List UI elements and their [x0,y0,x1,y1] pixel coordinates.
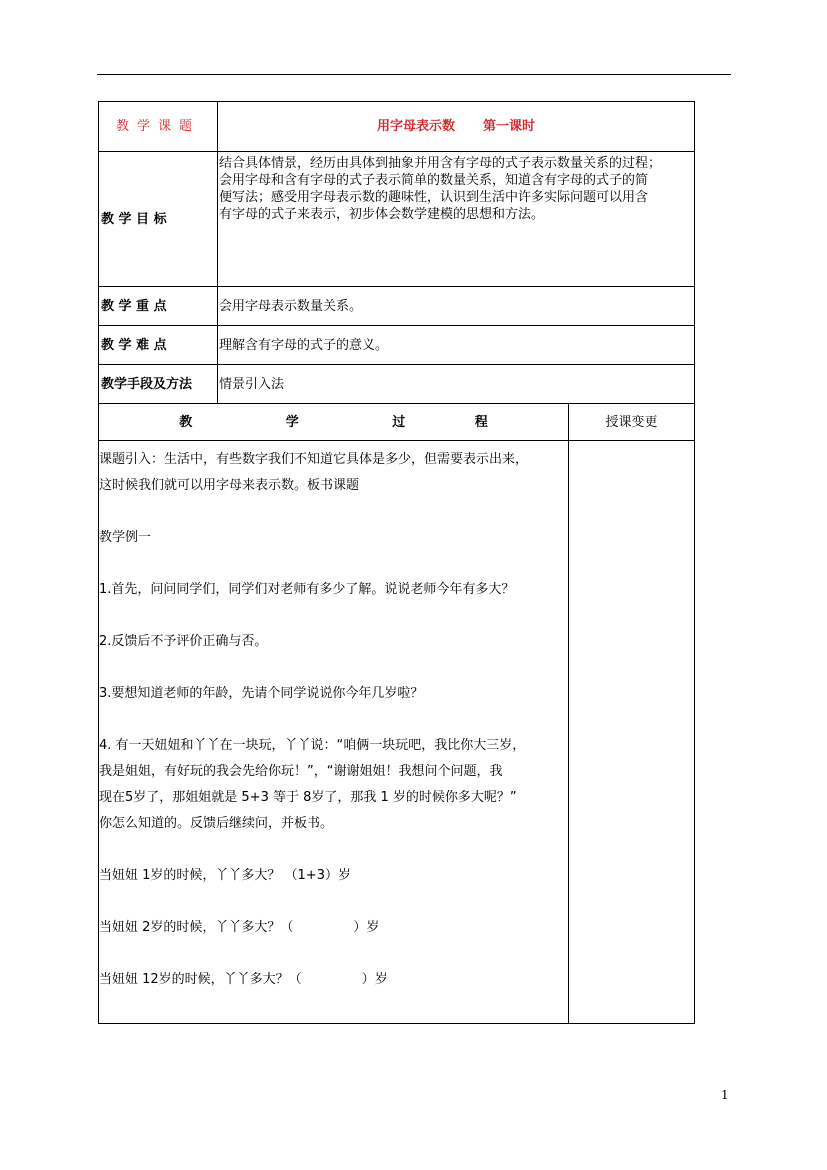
step-4-line: 4. 有一天妞妞和丫丫在一块玩，丫丫说：“咱俩一块玩吧，我比你大三岁， [99,738,526,753]
goals-line: 会用字母和含有字母的式子表示简单的数量关系，知道含有字母的式子的简 [219,173,649,188]
lesson-plan-table [98,101,695,1024]
difficulty-row [99,326,695,365]
process-title-char: 程 [474,414,488,430]
step-1: 1.首先，问问同学们，同学们对老师有多少了解。说说老师今年有多大？ [99,582,515,597]
key-points-label: 教 学 重 点 [99,287,218,326]
topic-title [218,102,695,152]
lesson-change-cell [569,441,695,1024]
topic-title-lesson: 第一课时 [483,119,536,134]
question-2-suffix: ）岁 [353,920,380,935]
difficulty-text: 理解含有字母的式子的意义。 [218,326,695,365]
topic-row [99,102,695,152]
step-4-line: 我是姐姐，有好玩的我会先给你玩！”，“谢谢姐姐！我想问个问题，我 [99,764,503,779]
goals-line: 结合具体情景，经历由具体到抽象并用含有字母的式子表示数量关系的过程； [219,156,662,171]
question-3-prefix: 当妞妞 12岁的时候，丫丫多大？（ [99,972,302,987]
goals-line: 有字母的式子来表示，初步体会数学建模的思想和方法。 [219,207,545,222]
method-row [99,365,695,404]
header-rule [97,74,731,75]
topic-label: 教学课题 [99,102,218,152]
question-3-suffix: ）岁 [361,972,388,987]
process-title-char: 学 [285,414,299,430]
step-2: 2.反馈后不予评价正确与否。 [99,634,268,649]
lesson-change-label: 授课变更 [569,404,695,441]
goals-row [99,152,695,287]
step-4-line: 你怎么知道的。反馈后继续问，并板书。 [99,816,334,831]
process-title [99,404,569,441]
process-header-row [99,404,695,441]
intro-line: 课题引入：生活中，有些数字我们不知道它具体是多少，但需要表示出来， [99,452,529,467]
process-body-row [99,441,695,1024]
step-3: 3.要想知道老师的年龄，先请个同学说说你今年几岁啦？ [99,686,424,701]
goals-text [218,152,695,287]
page-number: 1 [721,1088,729,1102]
process-title-char: 过 [392,414,406,430]
example-label: 教学例一 [99,530,152,545]
question-2 [99,915,567,941]
question-2-prefix: 当妞妞 2岁的时候，丫丫多大？（ [99,920,294,935]
topic-title-main: 用字母表示数 [376,119,455,134]
method-text: 情景引入法 [218,365,695,404]
process-content [99,441,569,1024]
difficulty-label: 教 学 难 点 [99,326,218,365]
question-3 [99,967,567,993]
key-points-text: 会用字母表示数量关系。 [218,287,695,326]
method-label: 教学手段及方法 [99,365,218,404]
goals-line: 便写法；感受用字母表示数的趣味性，认识到生活中许多实际问题可以用含 [219,190,649,205]
key-points-row [99,287,695,326]
goals-label: 教 学 目 标 [99,152,218,287]
step-4-line: 现在5岁了，那姐姐就是 5+3 等于 8岁了，那我 1 岁的时候你多大呢？” [99,790,517,805]
question-1: 当妞妞 1岁的时候，丫丫多大？ （1+3）岁 [99,868,351,883]
process-title-char: 教 [179,414,193,430]
intro-line: 这时候我们就可以用字母来表示数。板书课题 [99,478,360,493]
